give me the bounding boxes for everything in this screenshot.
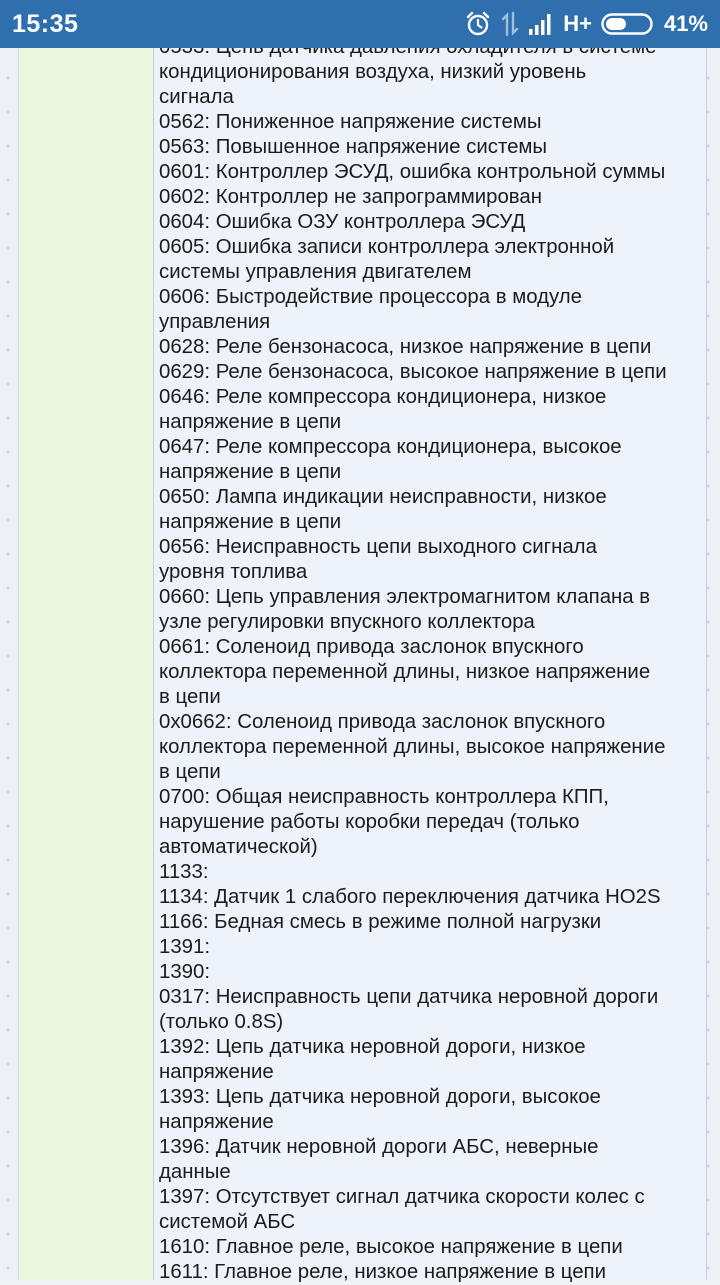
text-line: 1611: Главное реле, низкое напряжение в цепи	[159, 1261, 606, 1283]
text-line: 0700: Общая неисправность контроллера КПП,	[159, 786, 609, 808]
table-left-cell	[18, 48, 154, 1280]
text-line: 0601: Контроллер ЭСУД, ошибка контрольной суммы	[159, 161, 666, 183]
text-line: в цепи	[159, 761, 221, 783]
text-line: уровня топлива	[159, 561, 308, 583]
text-line: 0661: Соленоид привода заслонок впускного	[159, 636, 584, 658]
text-line: 0562: Пониженное напряжение системы	[159, 111, 542, 133]
text-line: 1397: Отсутствует сигнал датчика скорости колес с	[159, 1186, 645, 1208]
text-line: 0317: Неисправность цепи датчика неровной дороги	[159, 986, 659, 1008]
text-line: 0x0662: Соленоид привода заслонок впускного	[159, 711, 606, 733]
text-line: напряжение	[159, 1061, 274, 1083]
text-line: 0650: Лампа индикации неисправности, низкое	[159, 486, 607, 508]
text-line: 0628: Реле бензонасоса, низкое напряжение в цепи	[159, 336, 652, 358]
text-line: напряжение в цепи	[159, 511, 342, 533]
text-line: 0660: Цепь управления электромагнитом клапана в	[159, 586, 651, 608]
text-line: 1134: Датчик 1 слабого переключения датчика HO2S	[159, 886, 661, 908]
text-line: 0656: Неисправность цепи выходного сигнала	[159, 536, 597, 558]
text-line: системы управления двигателем	[159, 261, 472, 283]
text-line: 1391:	[159, 936, 211, 958]
text-line: 1610: Главное реле, высокое напряжение в цепи	[159, 1236, 623, 1258]
text-line: напряжение	[159, 1111, 274, 1133]
error-codes-cell	[153, 48, 707, 1283]
battery-percent: 41%	[663, 11, 708, 36]
text-line: 0647: Реле компрессора кондиционера, высокое	[159, 436, 622, 458]
text-line: 0605: Ошибка записи контроллера электронной	[159, 236, 615, 258]
text-line: 0604: Ошибка ОЗУ контроллера ЭСУД	[159, 211, 526, 233]
signal-icon	[528, 12, 554, 36]
text-line: 1393: Цепь датчика неровной дороги, высокое	[159, 1086, 601, 1108]
data-arrows-icon	[501, 11, 519, 37]
text-line: (только 0.8S)	[159, 1011, 284, 1033]
text-line: 1390:	[159, 961, 211, 983]
text-line: коллектора переменной длины, высокое напряжение	[159, 736, 666, 758]
error-codes-text	[159, 35, 704, 1285]
text-line: узле регулировки впускного коллектора	[159, 611, 535, 633]
text-line: 0602: Контроллер не запрограммирован	[159, 186, 542, 208]
text-line: управления	[159, 311, 271, 333]
text-line: 0606: Быстродействие процессора в модуле	[159, 286, 582, 308]
text-line: сигнала	[159, 86, 234, 108]
text-line: 1133:	[159, 861, 209, 883]
text-line: в цепи	[159, 686, 221, 708]
text-line: коллектора переменной длины, низкое напряжение	[159, 661, 651, 683]
text-line: 0646: Реле компрессора кондиционера, низкое	[159, 386, 607, 408]
network-type: H+	[563, 11, 592, 36]
text-line: системой АБС	[159, 1211, 296, 1233]
text-line: нарушение работы коробки передач (только	[159, 811, 580, 833]
text-line: автоматической)	[159, 836, 318, 858]
text-line: напряжение в цепи	[159, 461, 342, 483]
text-line: 0629: Реле бензонасоса, высокое напряжение в цепи	[159, 361, 667, 383]
text-line: 0563: Повышенное напряжение системы	[159, 136, 548, 158]
status-time: 15:35	[12, 10, 79, 38]
alarm-clock-icon	[464, 10, 492, 38]
text-line: кондиционирования воздуха, низкий уровень	[159, 61, 587, 83]
text-line: 1396: Датчик неровной дороги АБС, неверные	[159, 1136, 599, 1158]
status-icons	[464, 8, 708, 40]
battery-icon	[601, 11, 653, 37]
text-line: 1392: Цепь датчика неровной дороги, низкое	[159, 1036, 586, 1058]
status-bar	[0, 0, 720, 48]
text-line: данные	[159, 1161, 231, 1183]
text-line: напряжение в цепи	[159, 411, 342, 433]
text-line: 1166: Бедная смесь в режиме полной нагрузки	[159, 911, 602, 933]
